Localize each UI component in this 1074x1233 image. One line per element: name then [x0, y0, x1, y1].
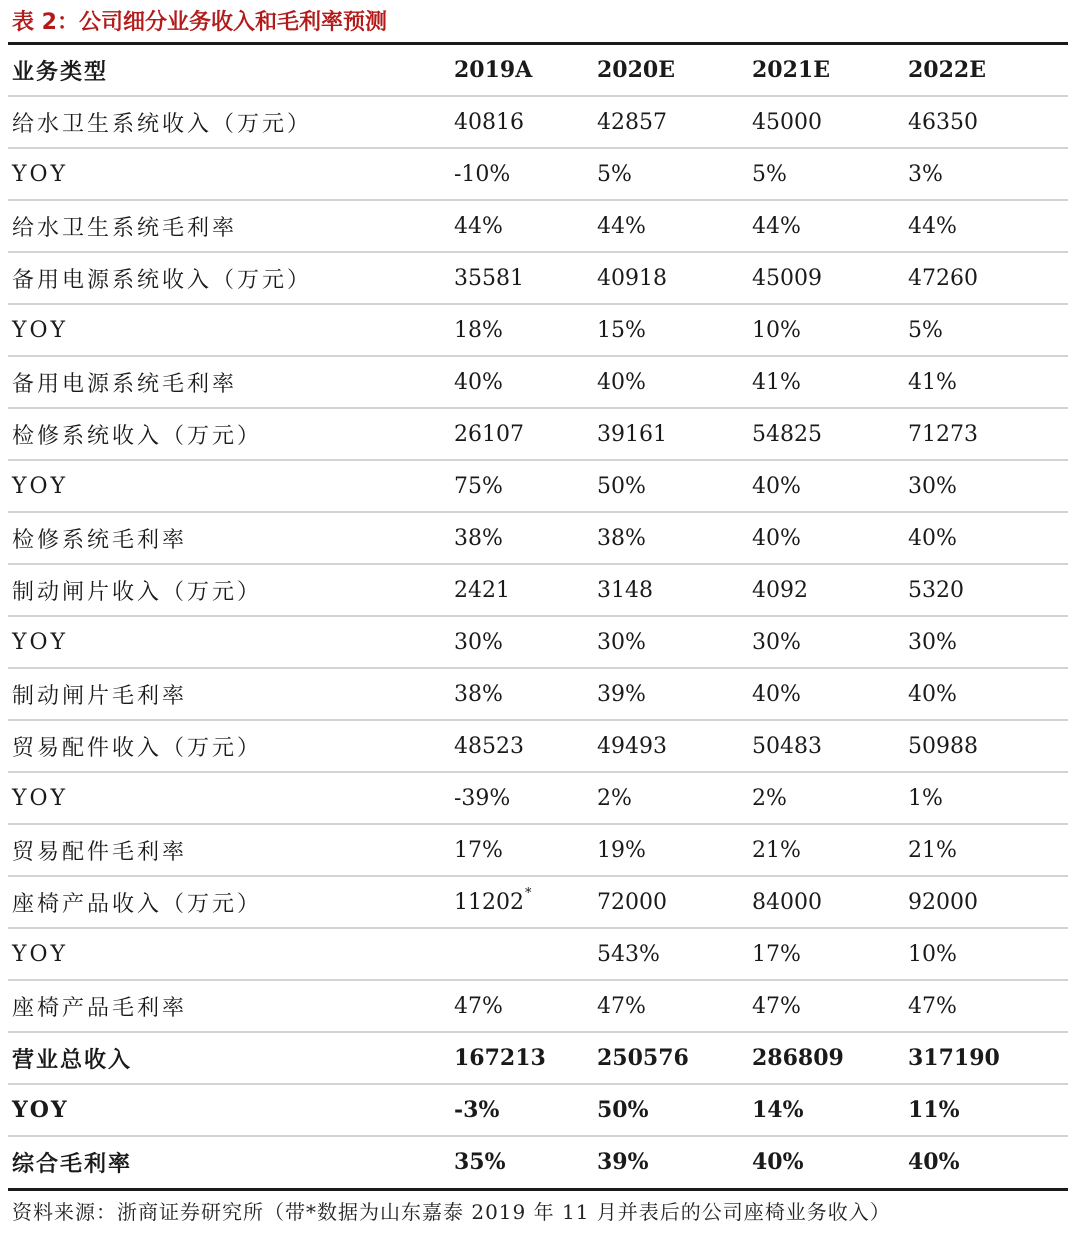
- cell-value: 41%: [908, 369, 957, 395]
- cell-value: 2%: [752, 785, 787, 811]
- row-label-text: 检修系统毛利率: [12, 527, 188, 553]
- cell-2021e: [752, 720, 908, 772]
- cell-2019a: [454, 460, 597, 512]
- cell-2021e: [752, 772, 908, 824]
- cell-2020e: [597, 772, 752, 824]
- cell-value: 3%: [908, 161, 943, 187]
- cell-2021e: [752, 356, 908, 408]
- cell-2019a: [454, 356, 597, 408]
- cell-2021e: [752, 980, 908, 1032]
- cell-value: 35581: [454, 265, 524, 291]
- cell-value: 44%: [752, 213, 801, 239]
- cell-value: 39161: [597, 421, 667, 447]
- cell-2020e: [597, 616, 752, 668]
- source-note: 资料来源：浙商证券研究所（带*数据为山东嘉泰 2019 年 11 月并表后的公司座椅业务收入）: [12, 1200, 891, 1224]
- cell-value: 40%: [752, 1149, 804, 1175]
- cell-2019a: [454, 252, 597, 304]
- cell-2021e: [752, 876, 908, 928]
- cell-2020e: [597, 720, 752, 772]
- cell-value: 30%: [454, 629, 503, 655]
- row-label: [8, 564, 454, 616]
- cell-value: 44%: [454, 213, 503, 239]
- cell-2019a: [454, 96, 597, 148]
- cell-value: 5%: [597, 161, 632, 187]
- cell-2020e: [597, 96, 752, 148]
- cell-2020e: [597, 1084, 752, 1136]
- cell-value: -3%: [454, 1097, 500, 1123]
- table-row: [8, 200, 1068, 252]
- cell-value: 47260: [908, 265, 978, 291]
- header-2019a: 2019A: [454, 45, 597, 96]
- cell-2022e: [908, 1136, 1068, 1187]
- cell-2021e: [752, 1136, 908, 1187]
- cell-2020e: [597, 200, 752, 252]
- cell-2021e: [752, 148, 908, 200]
- cell-2019a: [454, 876, 597, 928]
- footnote-mark: *: [525, 885, 532, 901]
- row-label-text: YOY: [12, 941, 69, 967]
- cell-2019a: [454, 928, 597, 980]
- cell-value: -10%: [454, 161, 511, 187]
- cell-2022e: [908, 304, 1068, 356]
- row-label-text: YOY: [12, 161, 69, 187]
- cell-value: 17%: [454, 837, 503, 863]
- cell-2022e: [908, 1084, 1068, 1136]
- table-body: [8, 96, 1068, 1187]
- header-2020e: 2020E: [597, 45, 752, 96]
- cell-2020e: [597, 1032, 752, 1084]
- cell-2022e: [908, 1032, 1068, 1084]
- cell-value: 286809: [752, 1045, 844, 1071]
- cell-value: 40%: [454, 369, 503, 395]
- row-label: [8, 876, 454, 928]
- cell-value: 71273: [908, 421, 978, 447]
- cell-2019a: [454, 564, 597, 616]
- cell-2019a: [454, 772, 597, 824]
- row-label: [8, 1084, 454, 1136]
- cell-2022e: [908, 96, 1068, 148]
- cell-2019a: [454, 980, 597, 1032]
- row-label: [8, 460, 454, 512]
- row-label-text: 贸易配件毛利率: [12, 839, 188, 865]
- row-label-text: 座椅产品毛利率: [12, 995, 188, 1021]
- cell-value: 35%: [454, 1149, 506, 1175]
- cell-2021e: [752, 304, 908, 356]
- cell-value: 39%: [597, 681, 646, 707]
- cell-2019a: [454, 824, 597, 876]
- cell-2020e: [597, 980, 752, 1032]
- cell-value: 75%: [454, 473, 503, 499]
- row-label: [8, 148, 454, 200]
- cell-value: 21%: [752, 837, 801, 863]
- cell-value: 47%: [597, 993, 646, 1019]
- row-label: [8, 356, 454, 408]
- cell-value: 5%: [752, 161, 787, 187]
- row-label-text: 备用电源系统收入（万元）: [12, 267, 313, 293]
- row-label-text: 备用电源系统毛利率: [12, 371, 238, 397]
- cell-2019a: [454, 1084, 597, 1136]
- cell-value: 84000: [752, 889, 822, 915]
- cell-2021e: [752, 408, 908, 460]
- cell-value: 317190: [908, 1045, 1000, 1071]
- table-row: [8, 1136, 1068, 1187]
- row-label-text: 综合毛利率: [12, 1150, 133, 1177]
- row-label-text: 检修系统收入（万元）: [12, 423, 263, 449]
- cell-value: 41%: [752, 369, 801, 395]
- cell-value: 92000: [908, 889, 978, 915]
- cell-value: 40%: [908, 681, 957, 707]
- cell-value: 50%: [597, 473, 646, 499]
- cell-value: 10%: [908, 941, 957, 967]
- cell-2022e: [908, 720, 1068, 772]
- cell-2020e: [597, 1136, 752, 1187]
- row-label-text: 贸易配件收入（万元）: [12, 735, 263, 761]
- cell-2022e: [908, 876, 1068, 928]
- table-row: [8, 616, 1068, 668]
- cell-value: 50%: [597, 1097, 649, 1123]
- cell-2022e: [908, 148, 1068, 200]
- row-label: [8, 668, 454, 720]
- cell-value: 11202: [454, 889, 524, 915]
- cell-value: 47%: [454, 993, 503, 1019]
- row-label: [8, 772, 454, 824]
- row-label: [8, 980, 454, 1032]
- cell-2022e: [908, 252, 1068, 304]
- row-label: [8, 96, 454, 148]
- cell-2021e: [752, 512, 908, 564]
- cell-value: 40%: [752, 681, 801, 707]
- cell-2022e: [908, 408, 1068, 460]
- header-2022e: 2022E: [908, 45, 1068, 96]
- cell-value: 4092: [752, 577, 808, 603]
- cell-value: 5%: [908, 317, 943, 343]
- cell-value: 17%: [752, 941, 801, 967]
- row-label-text: 座椅产品收入（万元）: [12, 891, 263, 917]
- cell-value: 30%: [908, 473, 957, 499]
- cell-value: 2%: [597, 785, 632, 811]
- cell-2022e: [908, 928, 1068, 980]
- row-label: [8, 512, 454, 564]
- table-row: [8, 356, 1068, 408]
- table-row: [8, 1032, 1068, 1084]
- table-row: [8, 564, 1068, 616]
- cell-2022e: [908, 460, 1068, 512]
- cell-2021e: [752, 824, 908, 876]
- cell-2021e: [752, 1032, 908, 1084]
- table-row: [8, 772, 1068, 824]
- table-row: [8, 668, 1068, 720]
- cell-2020e: [597, 304, 752, 356]
- row-label: [8, 252, 454, 304]
- cell-2021e: [752, 668, 908, 720]
- row-label-text: 制动闸片收入（万元）: [12, 579, 263, 605]
- row-label: [8, 928, 454, 980]
- cell-value: 19%: [597, 837, 646, 863]
- cell-2022e: [908, 980, 1068, 1032]
- cell-value: 11%: [908, 1097, 960, 1123]
- table-title: 表 2：公司细分业务收入和毛利率预测: [12, 10, 387, 35]
- cell-value: 45000: [752, 109, 822, 135]
- cell-2019a: [454, 408, 597, 460]
- cell-value: 50988: [908, 733, 978, 759]
- header-row: [8, 45, 1068, 96]
- cell-2021e: [752, 200, 908, 252]
- row-label-text: YOY: [12, 317, 69, 343]
- row-label-text: 营业总收入: [12, 1046, 133, 1073]
- row-label-text: 给水卫生系统毛利率: [12, 215, 238, 241]
- cell-2022e: [908, 564, 1068, 616]
- cell-2022e: [908, 772, 1068, 824]
- cell-value: 26107: [454, 421, 524, 447]
- row-label: [8, 824, 454, 876]
- row-label-text: 制动闸片毛利率: [12, 683, 188, 709]
- cell-value: 30%: [597, 629, 646, 655]
- cell-2020e: [597, 512, 752, 564]
- table-row: [8, 252, 1068, 304]
- cell-value: 42857: [597, 109, 667, 135]
- table-row: [8, 96, 1068, 148]
- cell-2019a: [454, 668, 597, 720]
- row-label: [8, 1032, 454, 1084]
- table-row: [8, 720, 1068, 772]
- cell-value: 30%: [908, 629, 957, 655]
- row-label: [8, 408, 454, 460]
- cell-value: 38%: [597, 525, 646, 551]
- cell-value: 40%: [908, 1149, 960, 1175]
- cell-2020e: [597, 876, 752, 928]
- row-label: [8, 304, 454, 356]
- row-label: [8, 1136, 454, 1187]
- row-label-text: YOY: [12, 629, 69, 655]
- cell-value: 3148: [597, 577, 653, 603]
- cell-2020e: [597, 824, 752, 876]
- table-row: [8, 928, 1068, 980]
- cell-2022e: [908, 616, 1068, 668]
- cell-value: 44%: [597, 213, 646, 239]
- row-label-text: YOY: [12, 473, 69, 499]
- cell-value: 48523: [454, 733, 524, 759]
- cell-value: 40816: [454, 109, 524, 135]
- cell-2019a: [454, 512, 597, 564]
- table-row: [8, 148, 1068, 200]
- table-row: [8, 824, 1068, 876]
- cell-2019a: [454, 1136, 597, 1187]
- cell-value: -39%: [454, 785, 511, 811]
- cell-value: 14%: [752, 1097, 804, 1123]
- cell-2021e: [752, 460, 908, 512]
- header-business-type: 业务类型: [8, 45, 454, 96]
- table-row: [8, 512, 1068, 564]
- cell-2020e: [597, 148, 752, 200]
- table-row: [8, 304, 1068, 356]
- cell-2021e: [752, 96, 908, 148]
- cell-2019a: [454, 616, 597, 668]
- row-label-text: 给水卫生系统收入（万元）: [12, 111, 313, 137]
- cell-2020e: [597, 356, 752, 408]
- cell-value: 54825: [752, 421, 822, 447]
- cell-value: 38%: [454, 525, 503, 551]
- table-row: [8, 460, 1068, 512]
- row-label: [8, 720, 454, 772]
- table-row: [8, 876, 1068, 928]
- cell-value: 2421: [454, 577, 510, 603]
- row-label-text: YOY: [12, 785, 69, 811]
- cell-2022e: [908, 824, 1068, 876]
- cell-value: 40918: [597, 265, 667, 291]
- cell-value: 40%: [908, 525, 957, 551]
- cell-value: 47%: [908, 993, 957, 1019]
- cell-2021e: [752, 928, 908, 980]
- row-label: [8, 616, 454, 668]
- cell-2022e: [908, 668, 1068, 720]
- cell-2019a: [454, 720, 597, 772]
- table-row: [8, 1084, 1068, 1136]
- cell-2020e: [597, 252, 752, 304]
- cell-2022e: [908, 356, 1068, 408]
- cell-value: 40%: [752, 525, 801, 551]
- cell-2019a: [454, 148, 597, 200]
- cell-value: 167213: [454, 1045, 546, 1071]
- cell-value: 72000: [597, 889, 667, 915]
- row-label-text: YOY: [12, 1097, 69, 1123]
- cell-value: 49493: [597, 733, 667, 759]
- cell-value: 30%: [752, 629, 801, 655]
- table-row: [8, 980, 1068, 1032]
- cell-2019a: [454, 200, 597, 252]
- cell-value: 39%: [597, 1149, 649, 1175]
- cell-value: 40%: [597, 369, 646, 395]
- cell-2021e: [752, 616, 908, 668]
- row-label: [8, 200, 454, 252]
- cell-2019a: [454, 1032, 597, 1084]
- cell-value: 15%: [597, 317, 646, 343]
- cell-value: 5320: [908, 577, 964, 603]
- cell-2019a: [454, 304, 597, 356]
- cell-value: 250576: [597, 1045, 689, 1071]
- cell-2021e: [752, 564, 908, 616]
- header-2021e: 2021E: [752, 45, 908, 96]
- cell-value: 1%: [908, 785, 943, 811]
- cell-2020e: [597, 668, 752, 720]
- cell-value: 50483: [752, 733, 822, 759]
- cell-value: 47%: [752, 993, 801, 1019]
- cell-value: 21%: [908, 837, 957, 863]
- cell-2020e: [597, 408, 752, 460]
- cell-value: 46350: [908, 109, 978, 135]
- cell-2020e: [597, 460, 752, 512]
- forecast-table: [8, 45, 1068, 1187]
- cell-value: 44%: [908, 213, 957, 239]
- cell-2022e: [908, 512, 1068, 564]
- cell-value: 40%: [752, 473, 801, 499]
- cell-value: 10%: [752, 317, 801, 343]
- cell-2021e: [752, 252, 908, 304]
- cell-2022e: [908, 200, 1068, 252]
- table-row: [8, 408, 1068, 460]
- cell-2020e: [597, 564, 752, 616]
- cell-value: 38%: [454, 681, 503, 707]
- cell-2021e: [752, 1084, 908, 1136]
- bottom-rule: [8, 1188, 1068, 1191]
- cell-2020e: [597, 928, 752, 980]
- cell-value: 18%: [454, 317, 503, 343]
- cell-value: 543%: [597, 941, 660, 967]
- cell-value: 45009: [752, 265, 822, 291]
